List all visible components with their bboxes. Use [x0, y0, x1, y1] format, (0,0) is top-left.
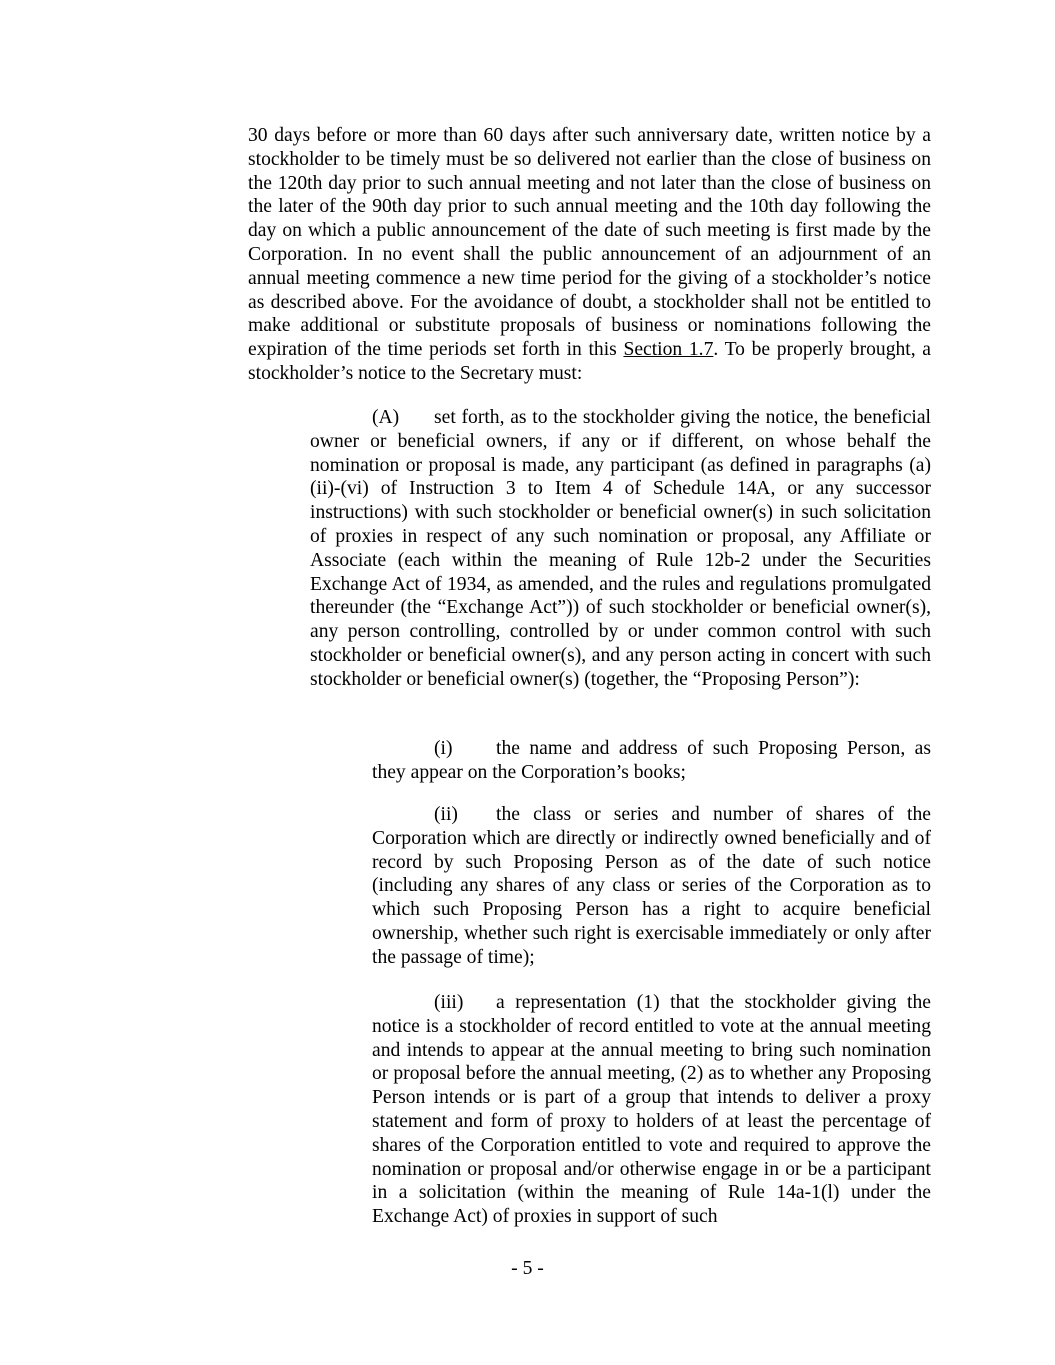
- clause-a-label: (A): [372, 407, 400, 428]
- intro-text: 30 days before or more than 60 days after such anniversary date, written notice by a stockholder to be timely must be so delivered not earlier than the close of business on the 120th day prior to such annual meeting and not later than the close of business on the later of the 90th day prior to such annual meeting and the 10th day following the day on which a public announcement of the date of such meeting is first made by the Corporation. In no event shall the public announcement of an adjournment of an annual meeting commence a new time period for the giving of a stockholder’s notice as described above. For the avoidance of doubt, a stockholder shall not be entitled to make additional or substitute proposals of business or nominations following the expiration of the time periods set forth in this: [248, 125, 931, 361]
- intro-paragraph: [248, 124, 931, 386]
- page-number: - 5 -: [511, 1258, 544, 1279]
- clause-a-paragraph: [310, 406, 931, 692]
- section-reference: Section 1.7: [623, 339, 714, 361]
- clause-iii-text: a representation (1) that the stockholder giving the notice is a stockholder of record entitled to vote at the annual meeting and intends to appear at the annual meeting to bring such nomination or proposal before the annual meeting, (2) as to whether any Proposing Person intends or is part of a group that intends to deliver a proxy statement and form of proxy to holders of at least the percentage of shares of the Corporation entitled to vote and required to approve the nomination or proposal and/or otherwise engage in or be a participant in a solicitation (within the meaning of Rule 14a-1(l) under the Exchange Act) of proxies in support of such: [372, 992, 931, 1228]
- clause-iii-paragraph: [372, 991, 931, 1229]
- clause-ii-label: (ii): [434, 804, 458, 825]
- clause-i-paragraph: [372, 737, 931, 785]
- clause-i-label: (i): [434, 738, 453, 759]
- clause-iii-label: (iii): [434, 992, 464, 1013]
- clause-ii-paragraph: [372, 803, 931, 970]
- clause-i-text: the name and address of such Proposing Person, as they appear on the Corporation’s books;: [372, 738, 931, 783]
- clause-ii-text: the class or series and number of shares of the Corporation which are directly or indirectly owned beneficially and of record by such Proposing Person as of the date of such notice (including any shares of any class or series of the Corporation as to which such Proposing Person has a right to acquire beneficial ownership, whether such right is exercisable immediately or only after the passage of time);: [372, 804, 931, 968]
- intro-text-end: . To be properly brought, a stockholder’s notice to the Secretary must:: [248, 339, 931, 384]
- clause-a-text: set forth, as to the stockholder giving the notice, the beneficial owner or beneficial owners, if any or if different, on whose behalf the nomination or proposal is made, any participant (as defined in paragraphs (a)(ii)-(vi) of Instruction 3 to Item 4 of Schedule 14A, or any successor instructions) with such stockholder or beneficial owner(s) in such solicitation of proxies in respect of any such nomination or proposal, any Affiliate or Associate (each within the meaning of Rule 12b-2 under the Securities Exchange Act of 1934, as amended, and the rules and regulations promulgated thereunder (the “Exchange Act”)) of such stockholder or beneficial owner(s), any person controlling, controlled by or under common control with such stockholder or beneficial owner(s), and any person acting in concert with such stockholder or beneficial owner(s) (together, the “Proposing Person”):: [310, 407, 931, 690]
